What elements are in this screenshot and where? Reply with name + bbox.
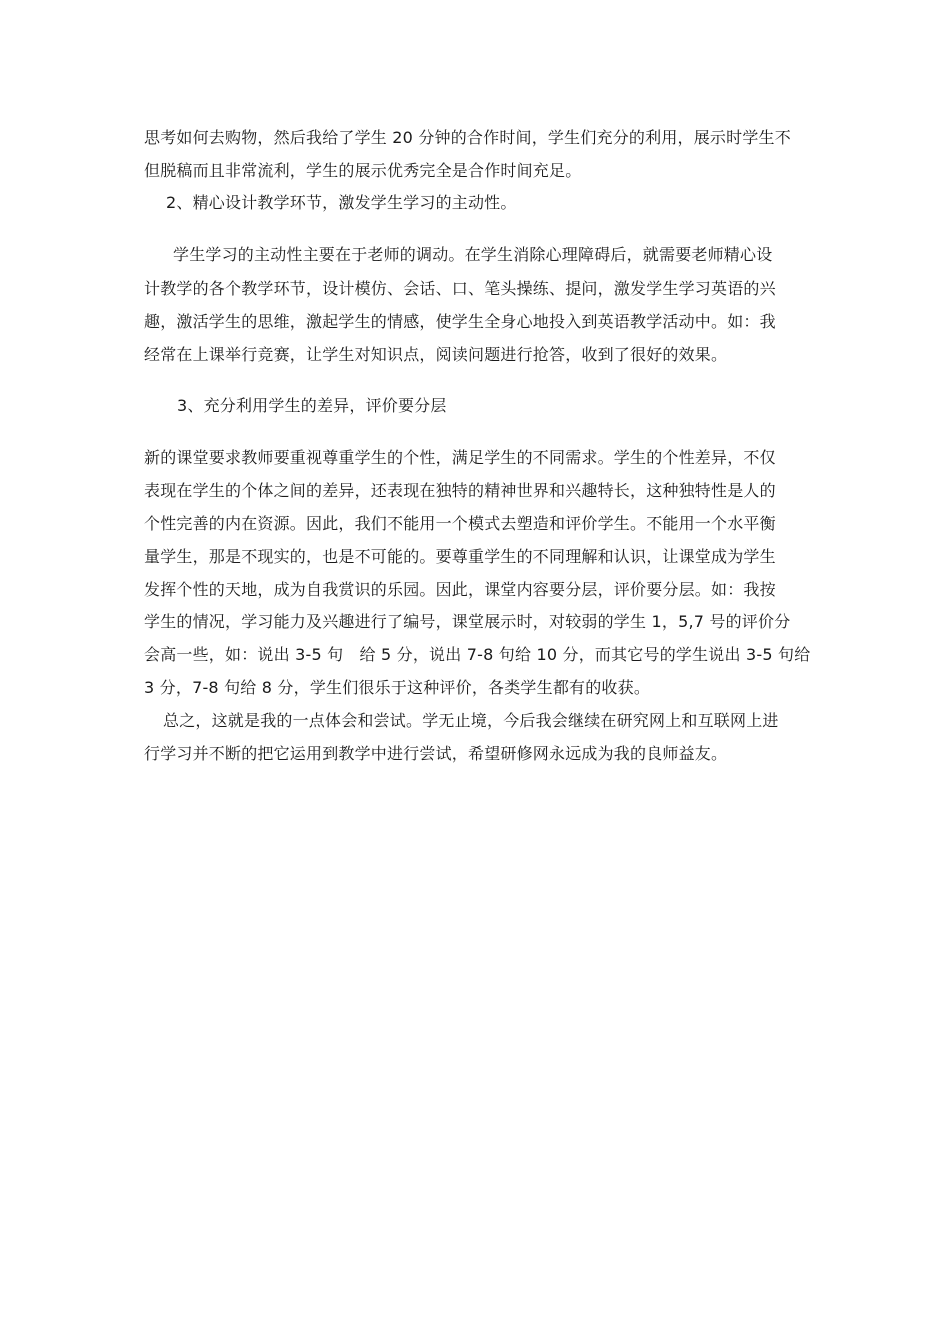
text-line: 行学习并不断的把它运用到教学中进行尝试，希望研修网永远成为我的良师益友。 <box>144 744 728 763</box>
text-line: 思考如何去购物，然后我给了学生 20 分钟的合作时间，学生们充分的利用，展示时学生不 <box>144 128 791 147</box>
text-line: 量学生，那是不现实的，也是不可能的。要尊重学生的不同理解和认识，让课堂成为学生 <box>144 547 776 566</box>
text-line: 学生学习的主动性主要在于老师的调动。在学生消除心理障碍后，就需要老师精心设 <box>173 245 773 264</box>
section-heading: 3、充分利用学生的差异，评价要分层 <box>177 396 447 415</box>
text-line: 但脱稿而且非常流利，学生的展示优秀完全是合作时间充足。 <box>144 161 582 180</box>
text-line: 经常在上课举行竞赛，让学生对知识点，阅读问题进行抢答，收到了很好的效果。 <box>144 345 728 364</box>
text-line: 个性完善的内在资源。因此，我们不能用一个模式去塑造和评价学生。不能用一个水平衡 <box>144 514 776 533</box>
text-line: 表现在学生的个体之间的差异，还表现在独特的精神世界和兴趣特长，这种独特性是人的 <box>144 481 776 500</box>
text-line: 新的课堂要求教师要重视尊重学生的个性，满足学生的不同需求。学生的个性差异，不仅 <box>144 448 776 467</box>
text-line: 发挥个性的天地，成为自我赏识的乐园。因此，课堂内容要分层，评价要分层。如：我按 <box>144 580 776 599</box>
text-line: 计教学的各个教学环节，设计模仿、会话、口、笔头操练、提问，激发学生学习英语的兴 <box>144 279 776 298</box>
text-line: 趣，激活学生的思维，激起学生的情感，使学生全身心地投入到英语教学活动中。如：我 <box>144 312 776 331</box>
text-line: 总之，这就是我的一点体会和尝试。学无止境，今后我会继续在研究网上和互联网上进 <box>163 711 779 730</box>
section-heading: 2、精心设计教学环节，激发学生学习的主动性。 <box>166 193 517 212</box>
text-line: 会高一些，如：说出 3-5 句 给 5 分，说出 7-8 句给 10 分，而其它号的学生说出 3-5 句给 <box>144 645 811 664</box>
text-line: 学生的情况，学习能力及兴趣进行了编号，课堂展示时，对较弱的学生 1，5,7 号的评价分 <box>144 612 791 631</box>
text-line: 3 分，7-8 句给 8 分，学生们很乐于这种评价，各类学生都有的收获。 <box>144 678 651 697</box>
